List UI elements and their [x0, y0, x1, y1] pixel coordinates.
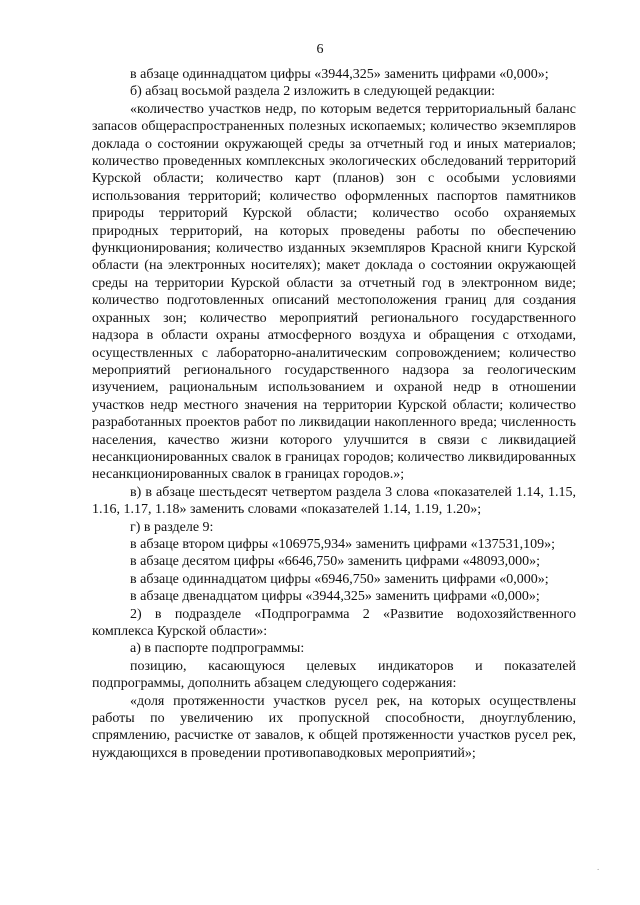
paragraph-1: в абзаце одиннадцатом цифры «3944,325» заменить цифрами «0,000»;	[130, 67, 549, 82]
page-number: 6	[316, 42, 324, 57]
paragraph-2: б) абзац восьмой раздела 2 изложить в следующей редакции:	[130, 84, 495, 100]
paragraph-6: в абзаце втором цифры «106975,934» заменить цифрами «137531,109»;	[130, 536, 555, 552]
paragraph-11: а) в паспорте подпрограммы:	[130, 641, 305, 657]
paragraph-8: в абзаце одиннадцатом цифры «6946,750» заменить цифрами «0,000»;	[130, 571, 549, 587]
document-body	[92, 66, 576, 762]
scan-mark: .	[597, 862, 600, 872]
paragraph-5: г) в разделе 9:	[130, 519, 214, 535]
paragraph-12: позицию, касающуюся целевых индикаторов и показателей подпрограммы, дополнить абзацем следующего содержания:	[92, 658, 576, 692]
paragraph-9: в абзаце двенадцатом цифры «3944,325» заменить цифрами «0,000»;	[130, 589, 540, 605]
paragraph-4: в) в абзаце шестьдесят четвертом раздела 3 слова «показателей 1.14, 1.15, 1.16, 1.17, 1.18» заменить словами «показателей 1.14, 1.19, 1.20»;	[92, 484, 576, 518]
paragraph-13: «доля протяженности участков русел рек, на которых осуществлены работы по увеличению их пропускной способности, дноуглублению, спрямлению, расчистке от завалов, к общей протяженности участков русел рек, нуждающихся в проведении противопаводковых мероприятий»;	[92, 693, 576, 761]
paragraph-3: «количество участков недр, по которым ведется территориальный баланс запасов общераспространенных полезных ископаемых; количество экземпляров доклада о состоянии окружающей среды за отчетный год и иных материалов; количество проведенных комплексных экологических обследований территорий Курской области; количество карт (планов) зон с особыми условиями использования территорий; количество оформленных паспортов памятников природы территорий Курской области; количество особо охраняемых природных территорий, на которых проведены работы по обеспечению функционирования; количество изданных экземпляров Красной книги Курской области (на электронных носителях); макет доклада о состоянии окружающей среды на территории Курской области за отчетный год в электронном виде; количество подготовленных описаний местоположения границ для создания охранных зон; количество мероприятий регионального государственного надзора в области охраны атмосферного воздуха и обращения с отходами, осуществленных с лабораторно-аналитическим сопровождением; количество мероприятий регионального государственного надзора за геологическим изучением, рациональным использованием и охраной недр в отношении участков недр местного значения на территории Курской области; количество разработанных проектов работ по ликвидации накопленного вреда; численность населения, качество жизни которого улучшится в связи с ликвидацией несанкционированных свалок в границах городов; количество ликвидированных несанкционированных свалок в границах городов.»;	[92, 101, 576, 483]
paragraph-7: в абзаце десятом цифры «6646,750» заменить цифрами «48093,000»;	[130, 554, 541, 570]
paragraph-10: 2) в подразделе «Подпрограмма 2 «Развитие водохозяйственного комплекса Курской области»:	[92, 606, 576, 639]
